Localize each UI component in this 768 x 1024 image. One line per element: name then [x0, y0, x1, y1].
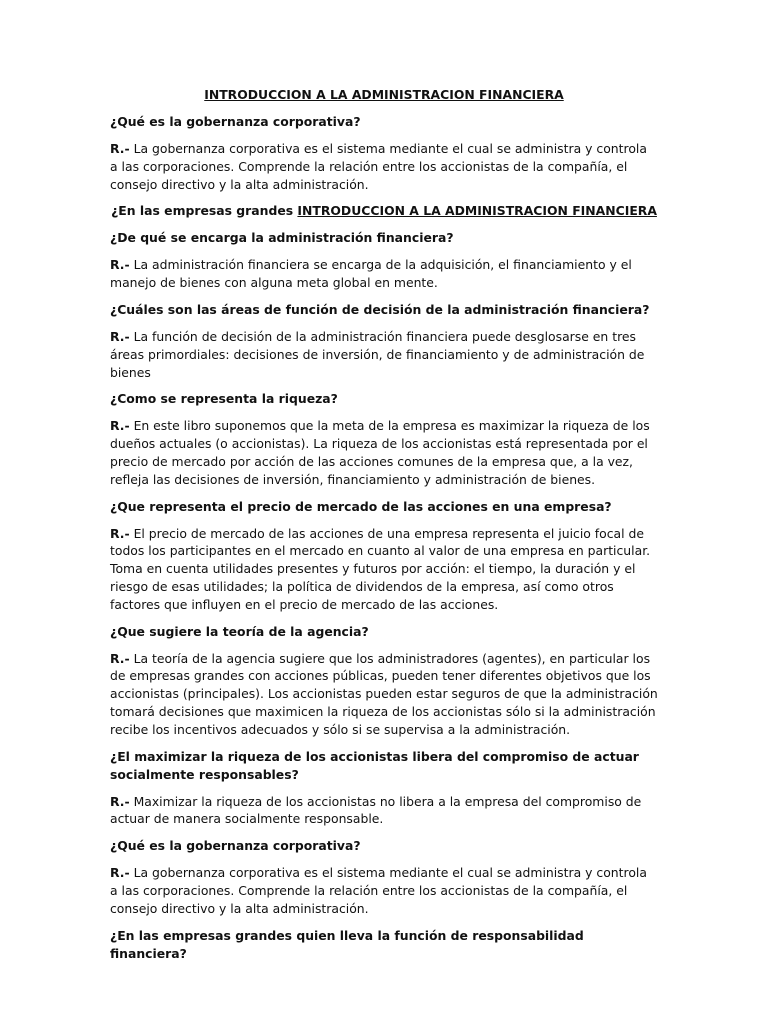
answer-prefix: R.- [110, 418, 130, 434]
answer-prefix: R.- [110, 257, 130, 273]
answer-paragraph [110, 417, 658, 488]
question-heading: ¿Como se representa la riqueza? [110, 391, 338, 407]
answer-text: La gobernanza corporativa es el sistema mediante el cual se administra y controla a las corporaciones. Comprende la relación entre los accionistas de la compañía, el consejo directivo y la alta administración. [110, 141, 647, 192]
question-heading: ¿Que sugiere la teoría de la agencia? [110, 623, 369, 639]
answer-prefix: R.- [110, 793, 130, 809]
interjection-underlined: INTRODUCCION A LA ADMINISTRACION FINANCIERA [297, 203, 657, 219]
answer-prefix: R.- [110, 865, 130, 881]
document-title: INTRODUCCION A LA ADMINISTRACION FINANCIERA [204, 87, 564, 102]
answer-text: El precio de mercado de las acciones de una empresa representa el juicio focal de todos los participantes en el mercado en cuanto al valor de una empresa en particular. Toma en cuenta utilidades presentes y futuros por acción: el tiempo, la duración y el riesgo de esas utilidades; la política de dividendos de la empresa, así como otros factores que influyen en el precio de mercado de las acciones. [110, 525, 651, 612]
answer-paragraph [110, 650, 658, 739]
answer-text: La función de decisión de la administración financiera puede desglosarse en tres áreas primordiales: decisiones de inversión, de financiamiento y de administración de bienes [110, 328, 645, 380]
answer-paragraph [110, 140, 658, 193]
answer-prefix: R.- [110, 650, 130, 666]
interjection-heading [110, 202, 658, 220]
question-heading: ¿Qué es la gobernanza corporativa? [110, 114, 361, 129]
answer-prefix: R.- [110, 328, 130, 344]
answer-text: Maximizar la riqueza de los accionistas no libera a la empresa del compromiso de actuar de manera socialmente responsable. [110, 793, 642, 827]
question-heading: ¿El maximizar la riqueza de los accionistas libera del compromiso de actuar socialmente responsables? [110, 748, 639, 782]
interjection-prefix: ¿En las empresas grandes [111, 203, 298, 219]
question-heading: ¿Qué es la gobernanza corporativa? [110, 838, 361, 854]
question-heading: ¿Que representa el precio de mercado de las acciones en una empresa? [110, 498, 612, 514]
question-heading: ¿Cuáles son las áreas de función de decisión de la administración financiera? [110, 301, 650, 317]
answer-paragraph [110, 328, 658, 381]
answer-paragraph [110, 793, 658, 829]
question-heading: ¿En las empresas grandes quien lleva la función de responsabilidad financiera? [110, 927, 584, 961]
answer-text: La teoría de la agencia sugiere que los administradores (agentes), en particular los de empresas grandes con acciones públicas, pueden tener diferentes objetivos que los accionistas (principales). Los accionistas pueden estar seguros de que la administración tomará decisiones que maximicen la riqueza de los accionistas sólo si la administración recibe los incentivos adecuados y sólo si se supervisa a la administración. [110, 650, 658, 737]
answer-text: La administración financiera se encarga de la adquisición, el financiamiento y el manejo de bienes con alguna meta global en mente. [110, 257, 632, 291]
answer-paragraph [110, 256, 658, 292]
answer-paragraph [110, 525, 658, 614]
question-heading: ¿De qué se encarga la administración financiera? [110, 230, 454, 246]
answer-text: La gobernanza corporativa es el sistema mediante el cual se administra y controla a las corporaciones. Comprende la relación entre los accionistas de la compañía, el consejo directivo y la alta administración. [110, 865, 647, 916]
answer-prefix: R.- [110, 525, 130, 541]
answer-prefix: R.- [110, 141, 130, 156]
answer-paragraph [110, 864, 658, 917]
answer-text: En este libro suponemos que la meta de la empresa es maximizar la riqueza de los dueños actuales (o accionistas). La riqueza de los accionistas está representada por el precio de mercado por acción de las acciones comunes de la empresa que, a la vez, refleja las decisiones de inversión, financiamiento y administración de bienes. [110, 418, 650, 487]
